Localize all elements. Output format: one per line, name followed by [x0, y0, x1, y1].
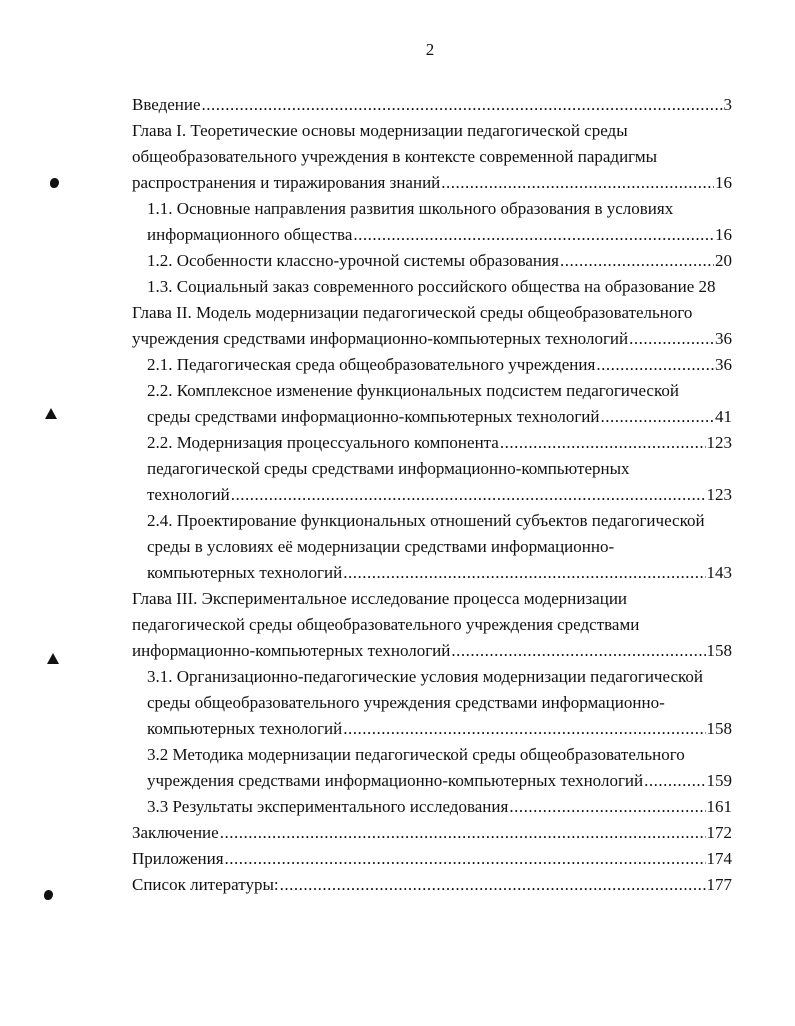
toc-entry-title: 2.4. Проектирование функциональных отношений субъектов педагогической [147, 511, 705, 530]
dot-leader [509, 794, 705, 820]
binder-hole-mark [47, 653, 59, 664]
toc-line[interactable] [147, 560, 732, 586]
dot-leader [225, 846, 706, 872]
dot-leader [343, 560, 705, 586]
dot-leader [441, 170, 714, 196]
dot-leader [644, 768, 705, 794]
toc-entry-page: 20 [715, 251, 732, 270]
toc-line[interactable] [147, 430, 732, 456]
toc-line[interactable] [132, 300, 732, 326]
toc-line[interactable] [147, 690, 732, 716]
toc-entry-title: учреждения средствами информационно-компьютерных технологий [132, 329, 629, 348]
toc-line[interactable] [132, 820, 732, 846]
toc-entry-title: Введение [132, 95, 201, 114]
toc-entry-title: 1.3. Социальный заказ современного российского общества на образование 28 [147, 277, 716, 296]
page-number: 2 [425, 40, 435, 59]
dot-leader [220, 820, 706, 846]
toc-line[interactable] [147, 508, 732, 534]
dot-leader [343, 716, 705, 742]
toc-entry-title: информационно-компьютерных технологий [132, 641, 451, 660]
toc-line[interactable] [147, 742, 732, 768]
toc-line[interactable] [147, 274, 737, 300]
toc-entry-page: 36 [715, 329, 732, 348]
toc-line[interactable] [132, 118, 732, 144]
toc-line[interactable] [147, 352, 732, 378]
dot-leader [596, 352, 714, 378]
toc-entry-page: 143 [706, 563, 732, 582]
dot-leader [629, 326, 714, 352]
toc-entry-title: 1.2. Особенности классно-урочной системы образования [147, 251, 559, 270]
binder-hole-mark [44, 890, 53, 900]
dot-leader [601, 404, 714, 430]
toc-entry-page: 158 [706, 641, 732, 660]
toc-line[interactable] [147, 716, 732, 742]
toc-entry-page: 161 [706, 797, 732, 816]
toc-entry-title: 2.1. Педагогическая среда общеобразовательного учреждения [147, 355, 596, 374]
toc-entry-title: Глава II. Модель модернизации педагогической среды общеобразовательного [132, 303, 693, 322]
toc-line[interactable] [132, 92, 732, 118]
toc-entry-title: общеобразовательного учреждения в контексте современной парадигмы [132, 147, 658, 166]
toc-entry-title: технологий [147, 485, 230, 504]
dot-leader [231, 482, 706, 508]
toc-line[interactable] [147, 482, 732, 508]
toc-entry-title: Заключение [132, 823, 219, 842]
toc-entry-page: 158 [706, 719, 732, 738]
toc-entry-title: распространения и тиражирования знаний [132, 173, 441, 192]
toc-entry-title: Глава I. Теоретические основы модернизации педагогической среды [132, 121, 628, 140]
toc-entry-title: 3.3 Результаты экспериментального исследования [147, 797, 509, 816]
toc-line[interactable] [132, 326, 732, 352]
binder-hole-mark [45, 408, 57, 419]
toc-line[interactable] [147, 794, 732, 820]
toc-entry-title: 1.1. Основные направления развития школьного образования в условиях [147, 199, 674, 218]
toc-entry-title: компьютерных технологий [147, 719, 343, 738]
dot-leader [202, 92, 723, 118]
toc-entry-title: информационного общества [147, 225, 353, 244]
toc-entry-title: Список литературы: [132, 875, 279, 894]
toc-line[interactable] [147, 664, 732, 690]
toc-line[interactable] [147, 222, 732, 248]
toc-entry-page: 159 [706, 771, 732, 790]
toc-line[interactable] [147, 404, 732, 430]
toc-entry-title: учреждения средствами информационно-компьютерных технологий [147, 771, 644, 790]
toc-entry-title: педагогической среды средствами информационно-компьютерных [147, 459, 630, 478]
toc-line[interactable] [132, 144, 732, 170]
toc-entry-page: 16 [715, 225, 732, 244]
toc-entry-page: 123 [706, 433, 732, 452]
dot-leader [560, 248, 714, 274]
toc-line[interactable] [147, 378, 732, 404]
binder-hole-mark [50, 178, 59, 188]
dot-leader [280, 872, 706, 898]
toc-entry-title: Глава III. Экспериментальное исследование процесса модернизации [132, 589, 628, 608]
dot-leader [353, 222, 714, 248]
toc-line[interactable] [147, 534, 732, 560]
toc-entry-page: 16 [715, 173, 732, 192]
toc-line[interactable] [147, 196, 732, 222]
dot-leader [500, 430, 706, 456]
toc-entry-page: 123 [706, 485, 732, 504]
toc-entry-title: среды средствами информационно-компьютерных технологий [147, 407, 600, 426]
toc-entry-title: педагогической среды общеобразовательного учреждения средствами [132, 615, 640, 634]
toc-line[interactable] [147, 456, 732, 482]
dot-leader [451, 638, 705, 664]
toc-line[interactable] [147, 248, 732, 274]
toc-line[interactable] [132, 638, 732, 664]
toc-entry-page: 172 [706, 823, 732, 842]
toc-line[interactable] [132, 846, 732, 872]
toc-entry-title: 2.2. Комплексное изменение функциональных подсистем педагогической [147, 381, 679, 400]
toc-line[interactable] [147, 768, 732, 794]
toc-line[interactable] [132, 872, 732, 898]
toc-line[interactable] [132, 586, 732, 612]
toc-line[interactable] [132, 170, 732, 196]
toc-entry-title: 3.1. Организационно-педагогические условия модернизации педагогической [147, 667, 703, 686]
toc-entry-page: 3 [723, 95, 732, 114]
toc-entry-page: 174 [706, 849, 732, 868]
toc-entry-page: 36 [715, 355, 732, 374]
toc-entry-title: Приложения [132, 849, 224, 868]
toc-entry-title: среды в условиях её модернизации средствами информационно- [147, 537, 615, 556]
toc-entry-title: среды общеобразовательного учреждения средствами информационно- [147, 693, 665, 712]
toc-entry-page: 177 [706, 875, 732, 894]
toc-entry-page: 41 [715, 407, 732, 426]
toc-entry-title: 3.2 Методика модернизации педагогической среды общеобразовательного [147, 745, 685, 764]
toc-line[interactable] [132, 612, 732, 638]
toc-entry-title: компьютерных технологий [147, 563, 343, 582]
toc-entry-title: 2.2. Модернизация процессуального компонента [147, 433, 499, 452]
